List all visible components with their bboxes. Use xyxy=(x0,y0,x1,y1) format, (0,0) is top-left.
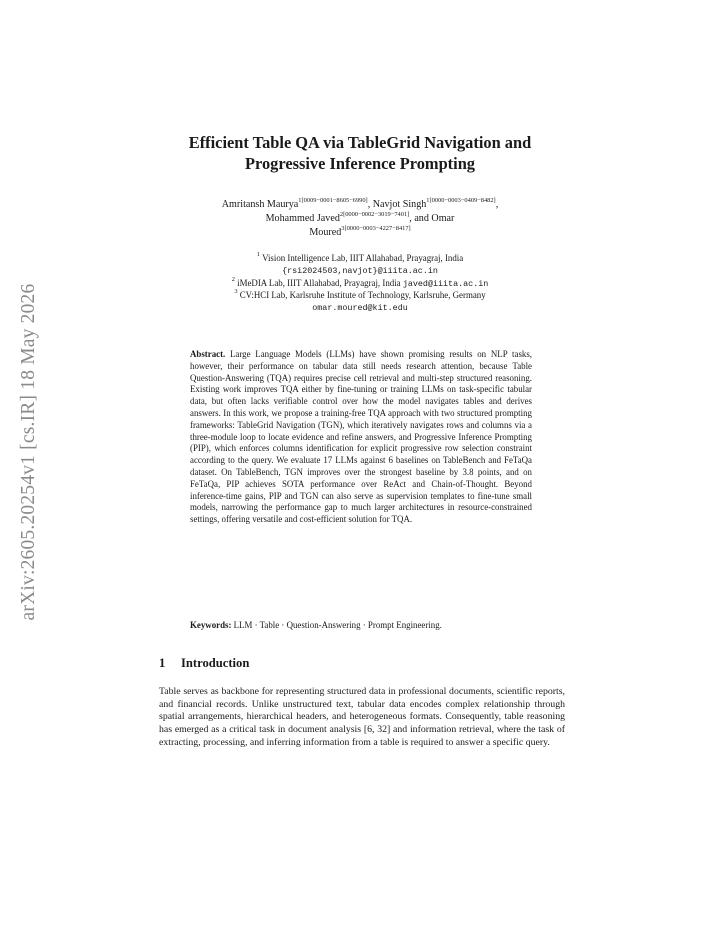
title-line-1: Efficient Table QA via TableGrid Navigation and xyxy=(188,133,532,152)
affiliation-1 xyxy=(160,253,560,265)
paper-title xyxy=(150,132,570,174)
author-separator: , and Omar xyxy=(409,213,455,224)
author-separator: , xyxy=(367,199,373,210)
keywords xyxy=(190,620,532,632)
affiliation-marker: 3 xyxy=(234,288,238,296)
author-orcid: 1[0000−0003−0409−8482] xyxy=(426,197,496,204)
affiliation-text: Vision Intelligence Lab, IIIT Allahabad, Prayagraj, India xyxy=(262,253,464,263)
abstract-text: Large Language Models (LLMs) have shown promising results on NLP tasks, however, their performance on tabular data still needs research attention, because Table Question-Answering (TQA) requires precise cell retrieval and multi-step structured reasoning. Existing work improves TQA either by fine-tuning or training LLMs on task-specific tabular data, but often lacks verifiable control over how the model navigates tables and derives answers. In this work, we propose a training-free TQA approach with two structured prompting frameworks: TableGrid Navigation (TGN), which iteratively navigates rows and columns via a three-module loop to locate evidence and refine answers, and Progressive Inference Prompting (PIP), which enforces columns identification for explicit progressive row selection constraint according to the query. We evaluate 17 LLMs against 6 baselines on TableBench and FeTaQa dataset. On TableBench, TGN improves over the strongest baseline by 3.8 points, and on FeTaQa, PIP achieves SOTA performance over ReAct and Chain-of-Thought. Beyond inference-time gains, PIP and TGN can also serve as supervision templates to fine-tune small models, narrowing the performance gap to much larger architectures in resource-constrained settings, offering versatile and cost-efficient solution for TQA. xyxy=(190,349,533,525)
author-orcid: 3[0000−0003−4227−8417] xyxy=(341,225,411,232)
affiliation-2 xyxy=(160,275,560,291)
keywords-label: Keywords: xyxy=(190,620,232,630)
author-list xyxy=(160,198,560,240)
email-address: omar.moured@kit.edu xyxy=(312,303,408,314)
affiliation-text: CV:HCI Lab, Karlsruhe Institute of Technology, Karlsruhe, Germany xyxy=(239,290,486,301)
author-name: Moured xyxy=(309,227,342,238)
affiliations xyxy=(160,253,560,315)
email-address: {rsi2024503,navjot}@iiita.ac.in xyxy=(282,265,438,276)
author-line-2 xyxy=(160,212,560,226)
section-heading xyxy=(159,656,249,671)
section-title: Introduction xyxy=(181,656,250,670)
author-orcid: 1[0009−0001−8605−6990] xyxy=(298,197,368,204)
author-name: Mohammed Javed xyxy=(265,213,340,224)
author-name: Navjot Singh xyxy=(372,199,427,210)
affiliation-text: iMeDIA Lab, IIIT Allahabad, Prayagraj, India xyxy=(237,277,401,288)
author-orcid: 2[0000−0002−3019−7401] xyxy=(339,211,410,218)
affiliation-3-email xyxy=(160,302,560,315)
arxiv-identifier: arXiv:2605.20254v1 [cs.IR] 18 May 2026 xyxy=(18,283,39,621)
author-name: Amritansh Maurya xyxy=(221,199,299,210)
abstract-label: Abstract. xyxy=(190,349,226,359)
email-address: javed@iiita.ac.in xyxy=(402,278,489,289)
author-line-1 xyxy=(160,198,560,212)
affiliation-3 xyxy=(160,290,560,302)
intro-paragraph: Table serves as backbone for representing structured data in professional documents, scientific reports, and financial records. Unlike unstructured text, tabular data encodes complex relationship through spatial arrangements, hierarchical headers, and heterogeneous formats. Consequently, table reasoning has emerged as a critical task in document analysis [6, 32] and information retrieval, where the task of extracting, processing, and inferring information from a table is required to answer a specific query. xyxy=(159,686,565,748)
keywords-text: LLM · Table · Question-Answering · Prompt Engineering. xyxy=(233,620,442,630)
author-separator: , xyxy=(495,199,499,210)
section-number: 1 xyxy=(159,656,166,670)
affiliation-marker: 1 xyxy=(256,251,260,258)
author-line-3 xyxy=(160,226,560,240)
abstract xyxy=(190,349,532,526)
title-line-2: Progressive Inference Prompting xyxy=(244,154,476,173)
affiliation-marker: 2 xyxy=(231,275,235,283)
affiliation-1-email xyxy=(160,265,560,278)
